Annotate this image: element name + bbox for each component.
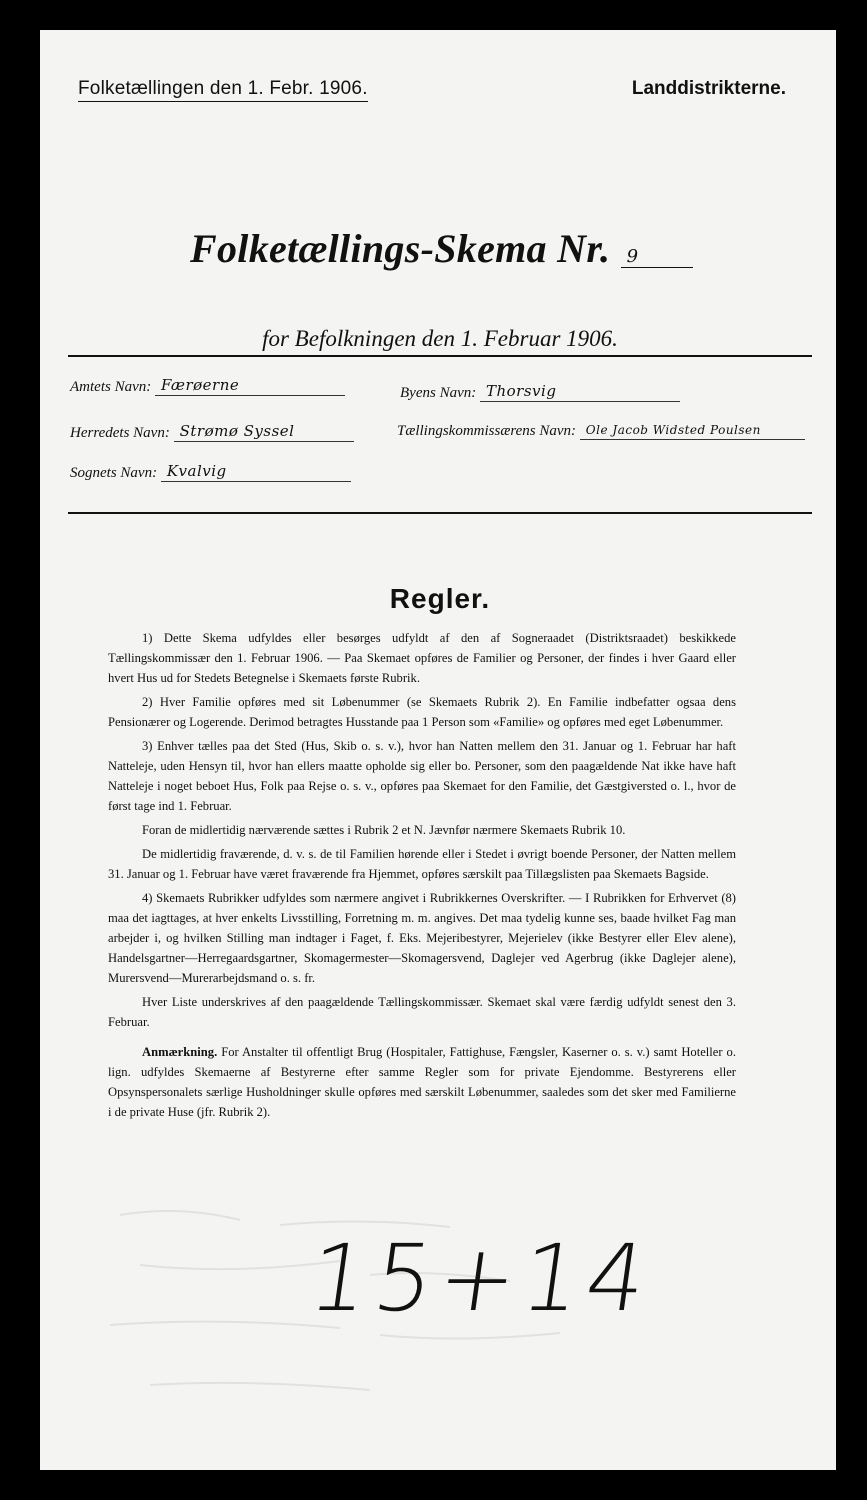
kommissaer-field [397, 422, 805, 440]
kommissaer-label: Tællingskommissærens Navn: [397, 423, 577, 439]
divider-bottom [68, 512, 812, 514]
sogn-field [70, 462, 351, 482]
form-subtitle: for Befolkningen den 1. Februar 1906. [262, 326, 618, 351]
rule-paragraph: 3) Enhver tælles paa det Sted (Hus, Skib o. s. v.), hvor han Natten mellem den 31. Januar og 1. Februar har haft Natteleje, uden Hensyn til, hvor han ellers maatte opholde sig eller bo. Personer, som den paagældende Nat ikke have haft Natteleje i noget beboet Hus, Folk paa Rejse o. s. v., opføres paa Skemaet for den Familie, det Gæstgiversted o. l., hvor de først tage ind 1. Februar. [108, 739, 736, 813]
amt-value: Færøerne [160, 376, 240, 394]
by-value: Thorsvig [485, 382, 557, 400]
note-text: For Anstalter til offentligt Brug (Hospitaler, Fattighuse, Fængsler, Kaserner o. s. v.) samt Hoteller o. lign. udfyldes Skemaerne af Bestyrerne efter samme Regler som for private Ejendomme. Bestyrerens eller Opsynspersonalets særlige Husholdninger skulle opføres med særskilt Løbenummer, saaledes som det sker med Familierne i de private Huse (jfr. Rubrik 2). [108, 1045, 736, 1119]
rules-text [108, 628, 736, 1126]
herred-label: Herredets Navn: [70, 425, 170, 441]
rule-paragraph: Hver Liste underskrives af den paagældende Tællingskommissær. Skemaet skal være færdig udfyldt senest den 3. Februar. [108, 995, 736, 1029]
rule-paragraph: 1) Dette Skema udfyldes eller besørges udfyldt af den af Sogneraadet (Distriktsraadet) beskikkede Tællingskommissær den 1. Februar 1906. — Paa Skemaet opføres de Familier og Personer, der findes i hver Gaard eller hvert Hus ud for Stedets Betegnelse i Skemaets første Rubrik. [108, 631, 736, 685]
by-label: Byens Navn: [400, 385, 477, 401]
census-header: Folketællingen den 1. Febr. 1906. [78, 78, 368, 102]
rule-paragraph: 4) Skemaets Rubrikker udfyldes som nærmere angivet i Rubrikkernes Overskrifter. — I Rubrikken for Erhvervet (8) maa det iagttages, at hver enkelts Livsstilling, Forretning m. m. angives. Det maa tydelig kunne ses, baade hvilket Fag man arbejder i, og hvilken Stilling man indtager i Faget, f. Eks. Mejeribestyrer, Mejerielev (ikke Bestyrer eller Elev alene), Handelsgartner—Herregaardsgartner, Skomagermester—Skomagersvend, Daglejer ved Agerbrug (ikke Daglejer alene), Murersvend—Murerarbejdsmand o. s. fr. [108, 891, 736, 985]
handwritten-total: 15+14 [302, 1225, 659, 1332]
form-title-text: Folketællings-Skema Nr. [190, 226, 611, 271]
sogn-label: Sognets Navn: [70, 465, 158, 481]
divider-top [68, 355, 812, 357]
rules-heading: Regler. [389, 583, 491, 614]
form-number: 9 [621, 246, 693, 268]
herred-value: Strømø Syssel [179, 422, 295, 440]
district-header: Landdistrikterne. [631, 78, 786, 99]
by-field [400, 382, 680, 402]
amt-field [70, 376, 345, 396]
herred-field [70, 422, 354, 442]
kommissaer-value: Ole Jacob Widsted Poulsen [585, 423, 761, 437]
amt-label: Amtets Navn: [70, 379, 152, 395]
note-label: Anmærkning. [142, 1045, 218, 1059]
form-title [190, 225, 693, 272]
rule-paragraph: De midlertidig fraværende, d. v. s. de til Familien hørende eller i Stedet i øvrigt boende Personer, der Natten mellem 31. Januar og 1. Februar have været fraværende fra Hjemmet, opføres særskilt paa Tillægslisten paa Skemaets Bagside. [108, 847, 736, 881]
rule-paragraph: 2) Hver Familie opføres med sit Løbenummer (se Skemaets Rubrik 2). En Familie indbefatter ogsaa dens Pensionærer og Logerende. Derimod betragtes Husstande paa 1 Person som «Familie» og opføres med eget Løbenummer. [108, 695, 736, 729]
sogn-value: Kvalvig [166, 462, 227, 480]
note-paragraph [108, 1042, 736, 1122]
rule-paragraph: Foran de midlertidig nærværende sættes i Rubrik 2 et N. Jævnfør nærmere Skemaets Rubrik 10. [142, 823, 626, 837]
census-form-page [40, 30, 836, 1470]
